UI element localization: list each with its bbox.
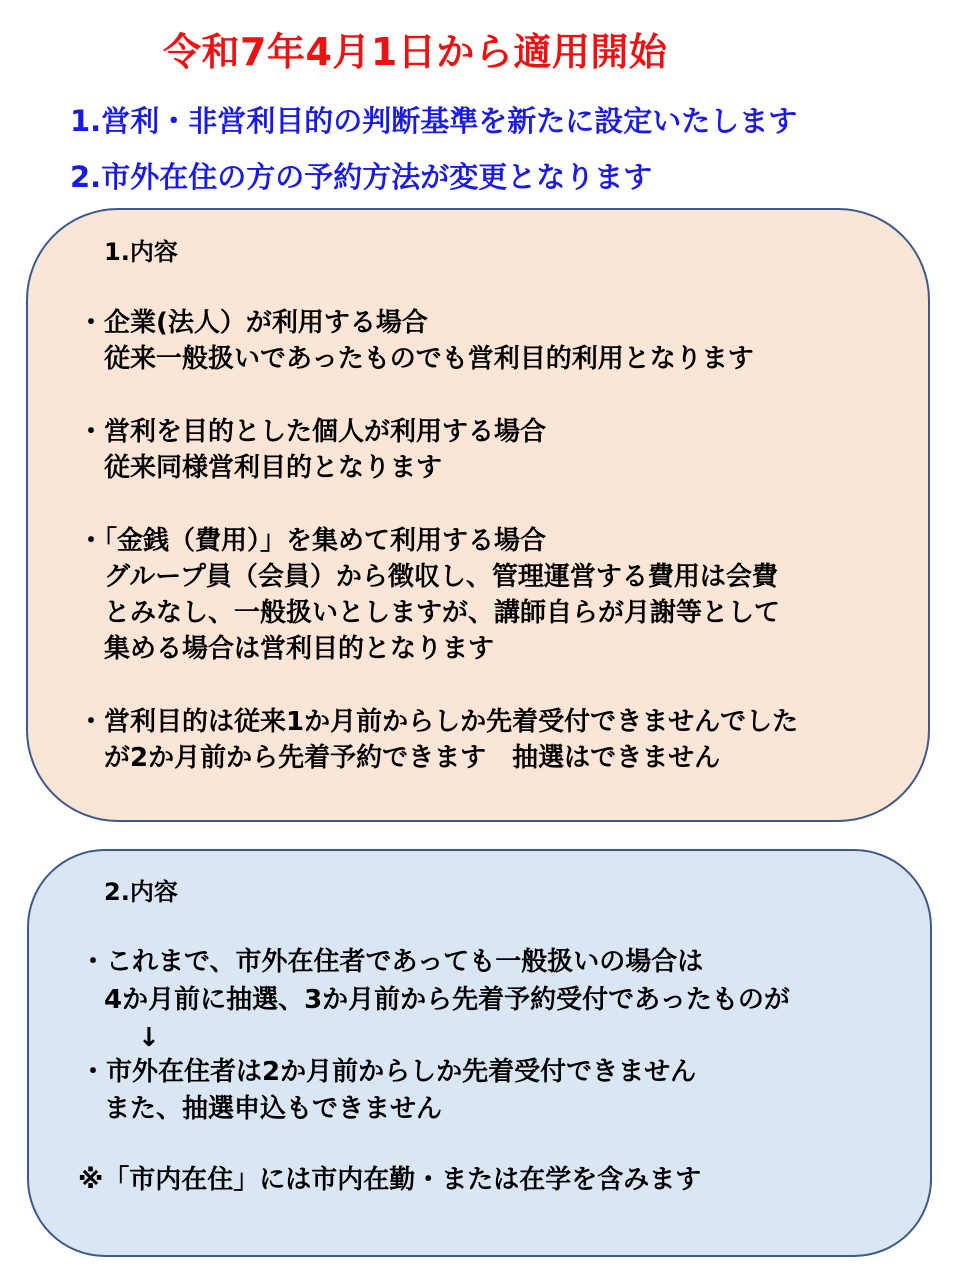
section1-item1-line1: ・企業(法人）が利用する場合 xyxy=(78,308,428,338)
section1-item4-line2: が2か月前から先着予約できます 抽選はできません xyxy=(104,743,721,773)
section1-item3-line1: ・「金銭（費用）」を集めて利用する場合 xyxy=(78,526,547,556)
page-title: 令和7年4月1日から適用開始 xyxy=(163,30,668,74)
section2-item1-line2: 4か月前に抽選、3か月前から先着予約受付であったものが xyxy=(104,985,790,1015)
section1-item2-line1: ・営利を目的とした個人が利用する場合 xyxy=(78,417,547,447)
section2-item2-line1: ・市外在住者は2か月前からしか先着受付できません xyxy=(80,1057,697,1087)
section2-item1-line1: ・これまで、市外在住者であっても一般扱いの場合は xyxy=(80,947,704,977)
subtitle-profit-criteria: 1.営利・非営利目的の判断基準を新たに設定いたします xyxy=(70,104,798,138)
subtitle-reservation-change: 2.市外在住の方の予約方法が変更となります xyxy=(70,160,653,194)
section1-heading: 1.内容 xyxy=(104,238,178,266)
section1-item1-line2: 従来一般扱いであったものでも営利目的利用となります xyxy=(104,344,754,374)
section1-item4-line1: ・営利目的は従来1か月前からしか先着受付できませんでした xyxy=(78,707,799,737)
section2-heading: 2.内容 xyxy=(104,878,178,906)
down-arrow-icon: ↓ xyxy=(138,1023,160,1053)
section2-note: ※「市内在住」には市内在勤・または在学を含みます xyxy=(78,1165,702,1195)
section2-item2-line2: また、抽選申込もできません xyxy=(104,1094,443,1124)
section1-item2-line2: 従来同様営利目的となります xyxy=(104,453,443,483)
section1-item3-line3: とみなし、一般扱いとしますが、講師自らが月謝等として xyxy=(104,598,781,628)
section1-item3-line4: 集める場合は営利目的となります xyxy=(104,634,495,664)
section1-item3-line2: グループ員（会員）から徴収し、管理運営する費用は会費 xyxy=(104,562,778,592)
